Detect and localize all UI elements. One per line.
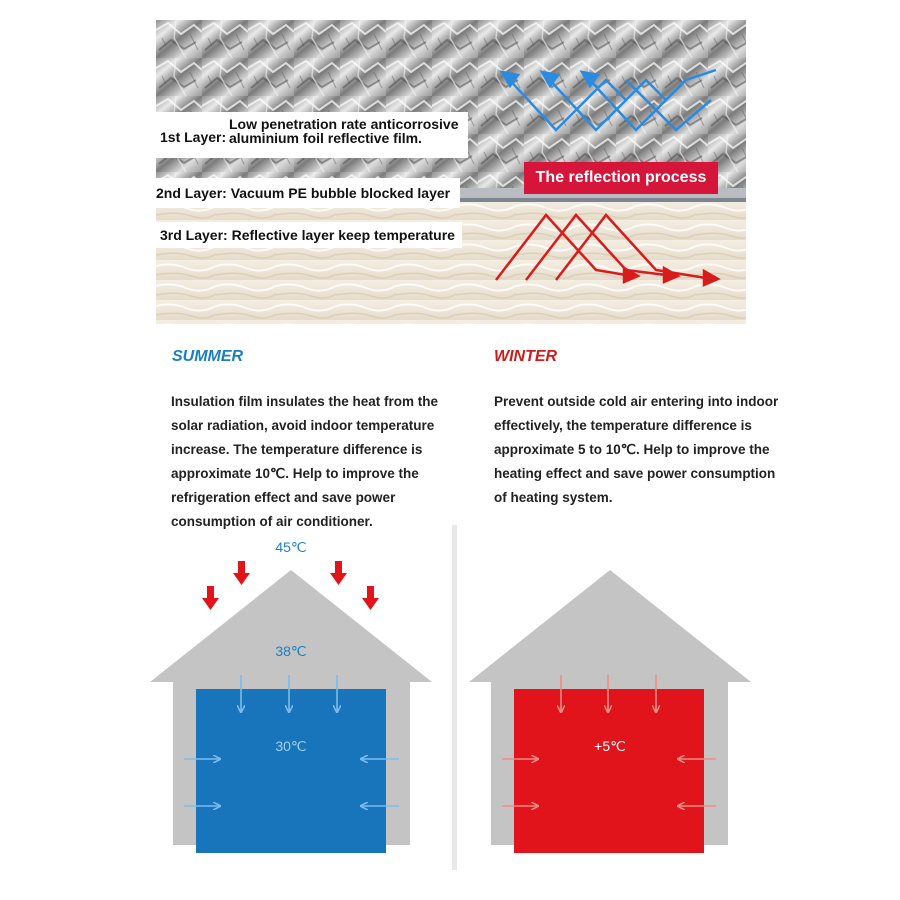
layer-1-text: Low penetration rate anticorrosive aluminium foil reflective film. xyxy=(229,116,459,146)
house-diagrams xyxy=(0,525,900,870)
layer-diagram-banner xyxy=(156,20,746,324)
reflection-process-badge: The reflection process xyxy=(524,162,718,194)
layer-1-label xyxy=(156,112,468,158)
layer-1-prefix: 1st Layer: xyxy=(160,129,227,145)
summer-title: SUMMER xyxy=(172,348,244,365)
summer-description: Insulation film insulates the heat from the solar radiation, avoid indoor temperature increase. The temperature difference is approximate 10℃. Help to improve the refrigeration effect and save power consumption of air conditioner. xyxy=(171,394,439,529)
winter-room xyxy=(514,689,704,853)
inside-temp-winter: +5℃ xyxy=(594,738,626,754)
layer-2-label: 2nd Layer: Vacuum PE bubble blocked layer xyxy=(156,178,460,208)
inside-temp-summer: 30℃ xyxy=(275,738,307,754)
summer-room xyxy=(196,689,386,853)
summer-house xyxy=(150,539,432,853)
winter-title: WINTER xyxy=(494,348,558,365)
winter-description: Prevent outside cold air entering into indoor effectively, the temperature difference is approximate 5 to 10℃. Help to improve the heating effect and save power consumption of heating system. xyxy=(494,394,779,505)
winter-house xyxy=(469,570,751,853)
attic-temp-summer: 38℃ xyxy=(275,643,307,659)
outside-temp-summer: 45℃ xyxy=(275,539,307,555)
column-divider xyxy=(452,525,457,870)
layer-3-label: 3rd Layer: Reflective layer keep temperature xyxy=(156,222,462,248)
